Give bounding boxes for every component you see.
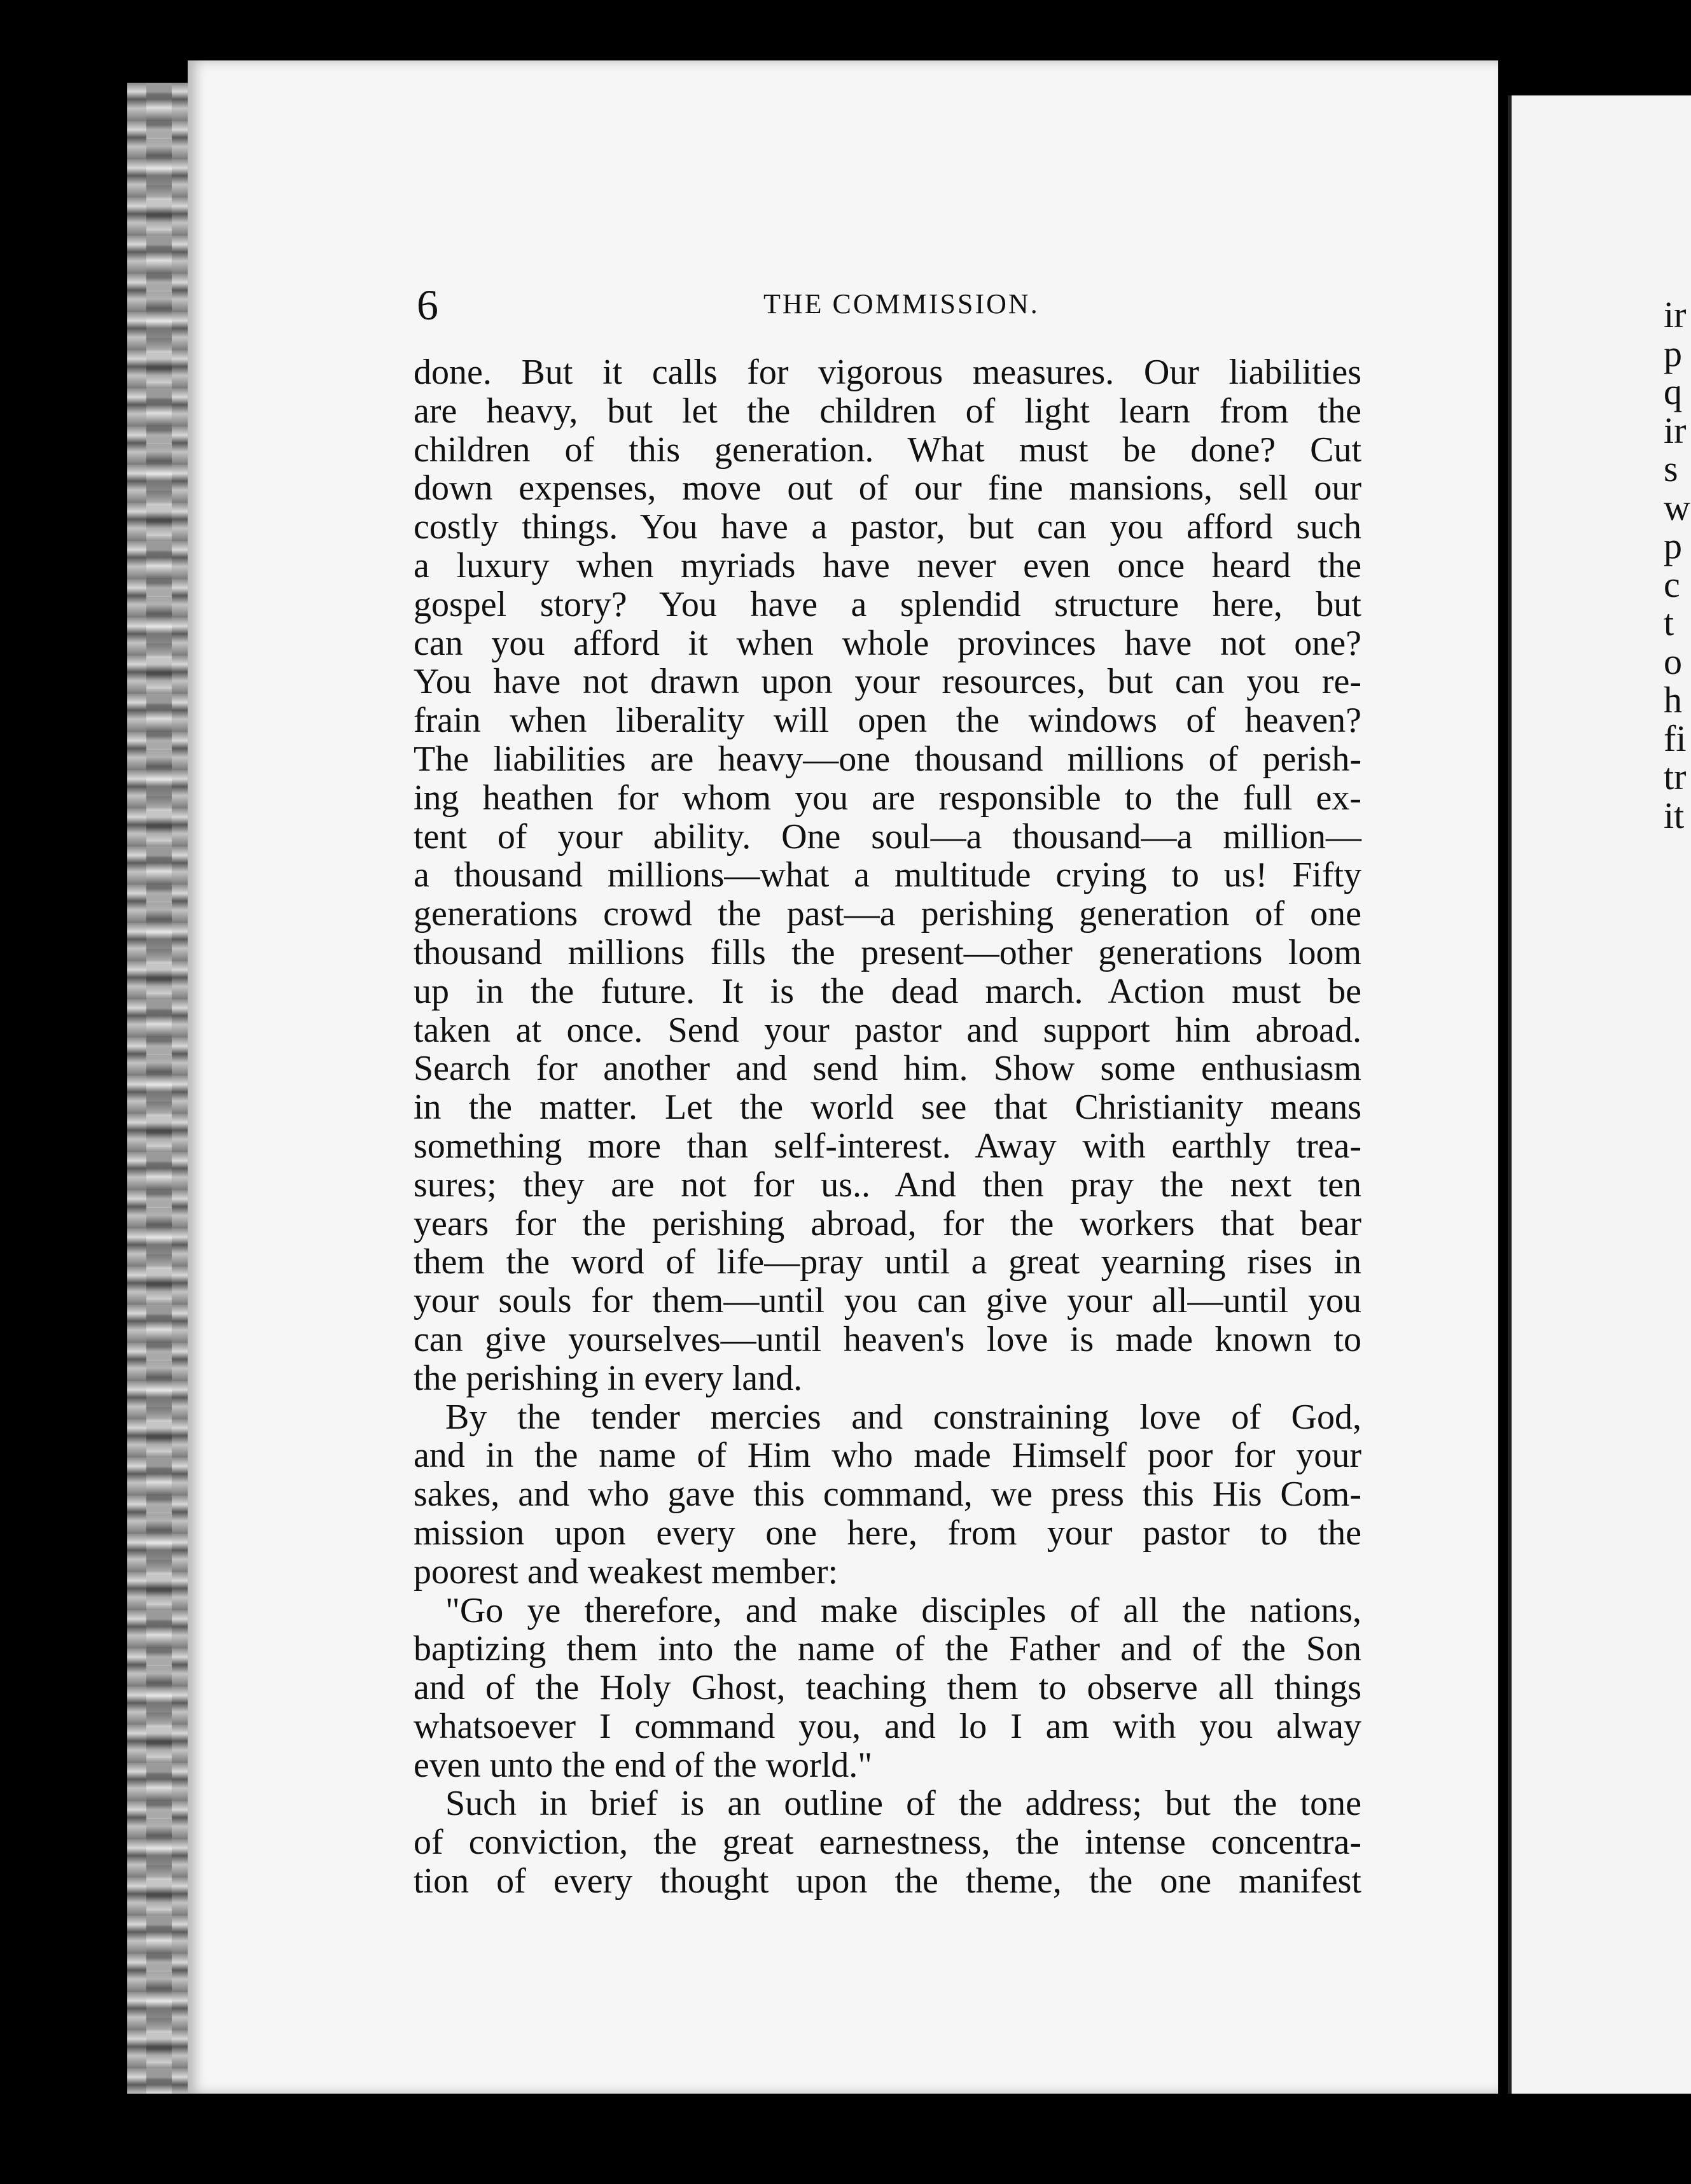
- text-line: mission upon every one here, from your pastor to the: [414, 1513, 1361, 1553]
- text-line: your souls for them—until you can give your all—until you: [414, 1281, 1361, 1321]
- text-line: down expenses, move out of our fine mansions, sell our: [414, 468, 1361, 508]
- text-line: Such in brief is an outline of the address; but the tone: [445, 1784, 1361, 1824]
- text-line: done. But it calls for vigorous measures. Our liabilities: [414, 353, 1361, 392]
- text-line: even unto the end of the world.": [414, 1745, 873, 1785]
- text-line: sakes, and who gave this command, we press this His Com-: [414, 1474, 1361, 1515]
- body-text: [414, 353, 1361, 1901]
- binding-ornament-strip: [146, 83, 172, 2094]
- text-line: children of this generation. What must be done? Cut: [414, 430, 1361, 470]
- text-line: can you afford it when whole provinces have not one?: [414, 623, 1361, 663]
- text-line: of conviction, the great earnestness, the intense concentra-: [414, 1823, 1361, 1863]
- text-line: years for the perishing abroad, for the workers that bear: [414, 1203, 1361, 1243]
- text-line: them the word of life—pray until a great yearning rises in: [414, 1242, 1361, 1282]
- text-line: thousand millions fills the present—other generations loom: [414, 932, 1361, 972]
- text-line: baptizing them into the name of the Father and of the Son: [414, 1629, 1361, 1669]
- text-line: can give yourselves—until heaven's love is made known to: [414, 1319, 1361, 1359]
- page-header: [417, 280, 1371, 329]
- facing-page-text-fragment: ir p q ir s w p c t o h fi tr it: [1664, 294, 1690, 836]
- text-line: the perishing in every land.: [414, 1358, 803, 1398]
- text-line: Search for another and send him. Show some enthusiasm: [414, 1049, 1361, 1089]
- text-line: gospel story? You have a splendid structure here, but: [414, 584, 1361, 624]
- text-line: and of the Holy Ghost, teaching them to observe all things: [414, 1668, 1361, 1708]
- text-line: costly things. You have a pastor, but can you afford such: [414, 507, 1361, 547]
- text-line: poorest and weakest member:: [414, 1551, 839, 1592]
- text-line: By the tender mercies and constraining love of God,: [445, 1397, 1361, 1437]
- text-line: something more than self-interest. Away with earthly trea-: [414, 1126, 1361, 1166]
- text-line: ing heathen for whom you are responsible to the full ex-: [414, 778, 1361, 818]
- text-line: sures; they are not for us.. And then pray the next ten: [414, 1165, 1361, 1205]
- text-line: in the matter. Let the world see that Christianity means: [414, 1088, 1361, 1128]
- text-line: tion of every thought upon the theme, the one manifest: [414, 1861, 1361, 1901]
- text-line: whatsoever I command you, and lo I am with you alway: [414, 1706, 1361, 1746]
- text-line: frain when liberality will open the windows of heaven?: [414, 701, 1361, 741]
- text-line: taken at once. Send your pastor and support him abroad.: [414, 1010, 1361, 1050]
- running-head: THE COMMISSION.: [763, 288, 1040, 319]
- text-line: up in the future. It is the dead march. Action must be: [414, 971, 1361, 1011]
- page-number: 6: [417, 281, 438, 329]
- text-line: a thousand millions—what a multitude crying to us! Fifty: [414, 855, 1361, 895]
- text-line: and in the name of Him who made Himself poor for your: [414, 1436, 1361, 1476]
- text-line: "Go ye therefore, and make disciples of all the nations,: [445, 1590, 1361, 1630]
- text-line: The liabilities are heavy—one thousand millions of perish-: [414, 739, 1361, 779]
- text-line: tent of your ability. One soul—a thousand—a million—: [414, 816, 1361, 857]
- text-line: generations crowd the past—a perishing generation of one: [414, 894, 1361, 934]
- text-line: You have not drawn upon your resources, but can you re-: [414, 662, 1361, 702]
- text-line: a luxury when myriads have never even once heard the: [414, 545, 1361, 585]
- text-line: are heavy, but let the children of light learn from the: [414, 391, 1361, 431]
